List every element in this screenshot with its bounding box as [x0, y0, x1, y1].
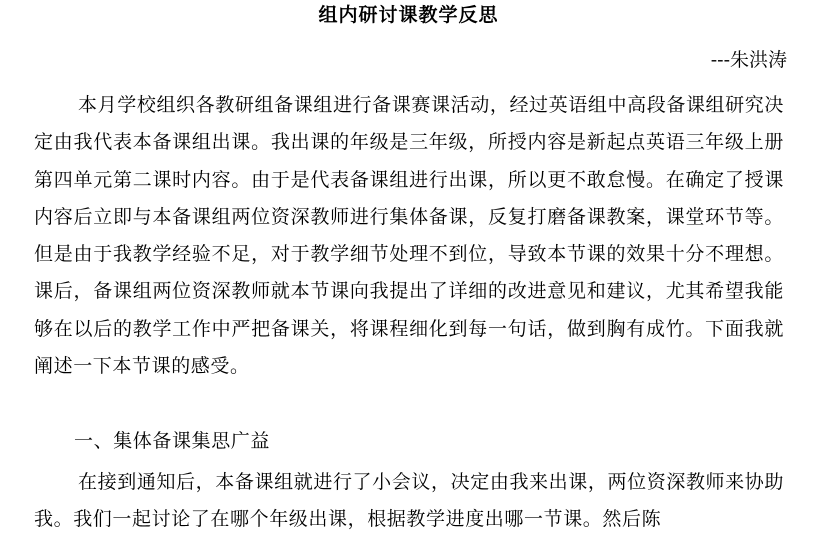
body-paragraph: 本月学校组织各教研组备课组进行备课赛课活动，经过英语组中高段备课组研究决定由我代表本备课组出课。我出课的年级是三年级，所授内容是新起点英语三年级上册第四单元第二课时内容。由于是代表备课组进行出课，所以更不敢怠慢。在确定了授课内容后立即与本备课组两位资深教师进行集体备课，反复打磨备课教案，课堂环节等。但是由于我教学经验不足，对于教学细节处理不到位，导致本节课的效果十分不理想。课后，备课组两位资深教师就本节课向我提出了详细的改进意见和建议，尤其希望我能够在以后的教学工作中严把备课关，将课程细化到每一句话，做到胸有成竹。下面我就阐述一下本节课的感受。	[34, 94, 784, 378]
author-line: ---朱洪涛	[710, 49, 787, 71]
document-title: 组内研讨课教学反思	[318, 4, 499, 26]
section-heading: 一、集体备课集思广益	[74, 430, 271, 452]
body-paragraph: 在接到通知后，本备课组就进行了小会议，决定由我来出课，两位资深教师来协助我。我们一起讨论了在哪个年级出课，根据教学进度出哪一节课。然后陈	[34, 471, 784, 531]
